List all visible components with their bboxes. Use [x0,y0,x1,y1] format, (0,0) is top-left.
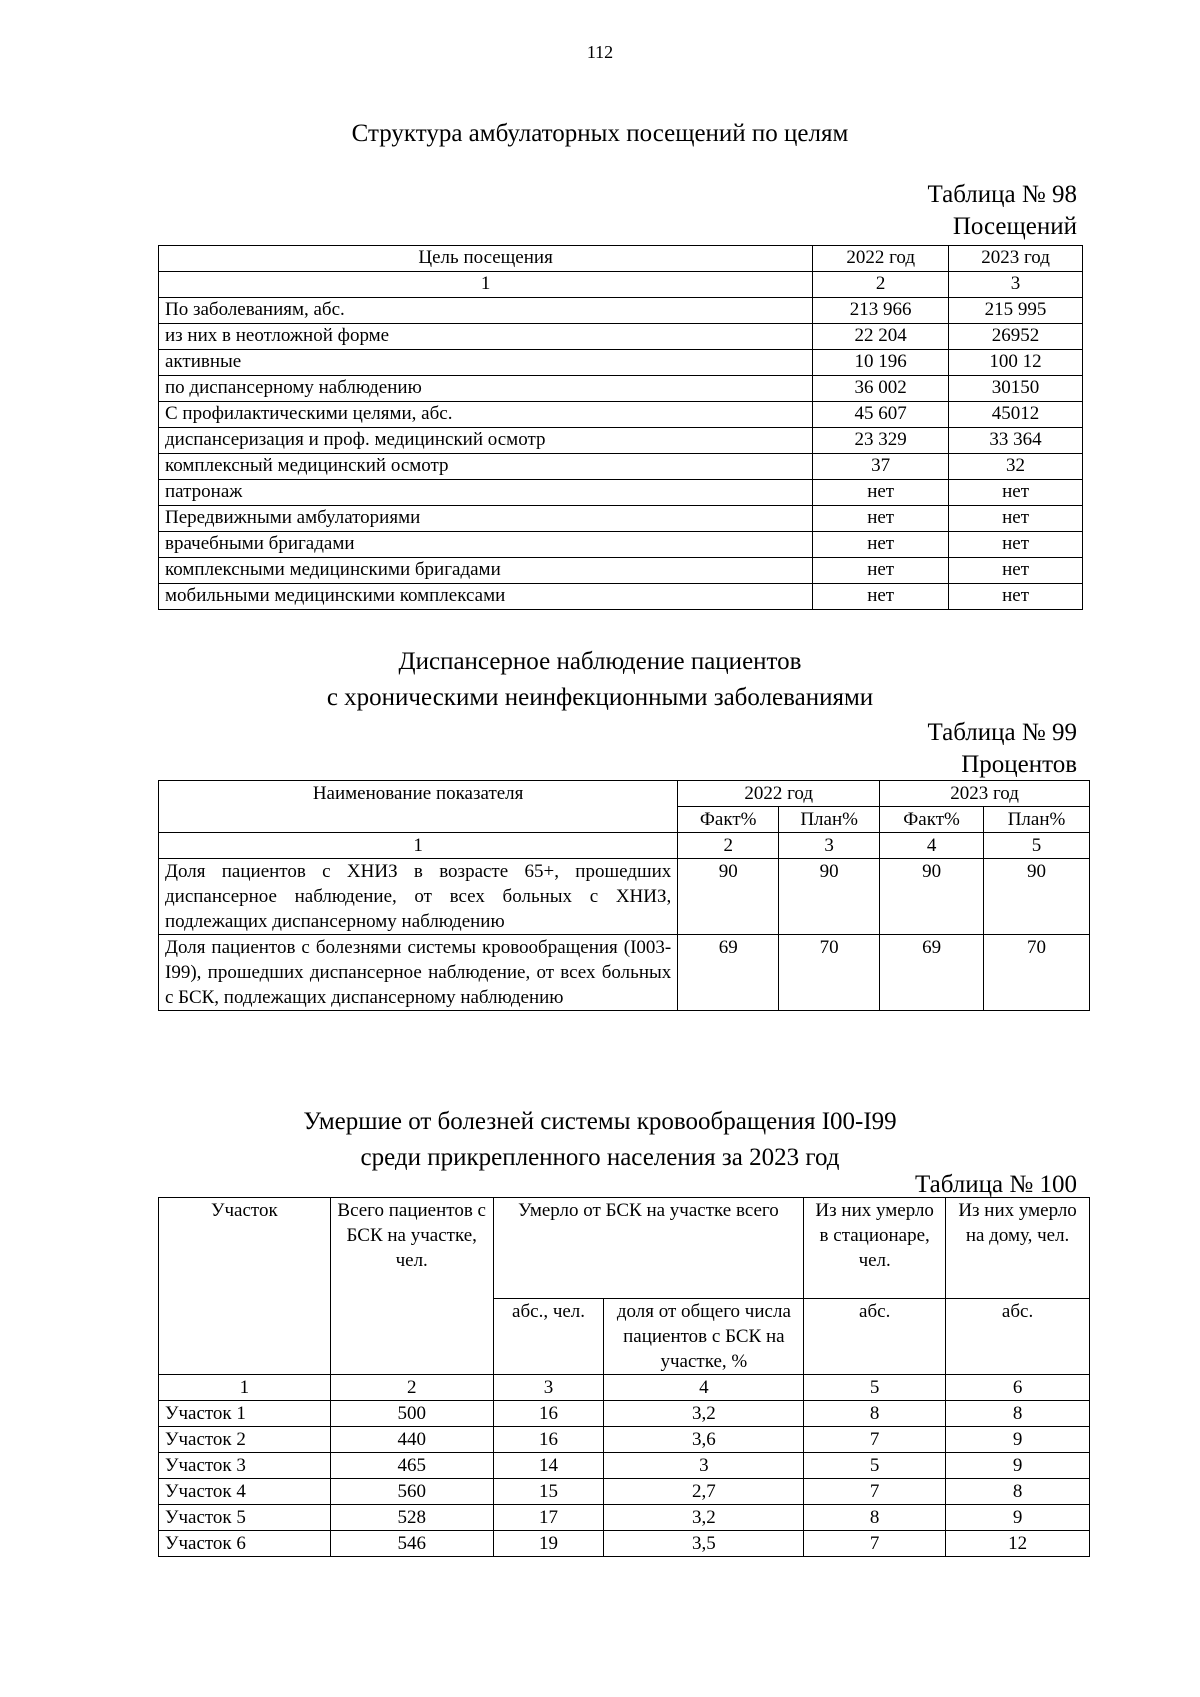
page-number: 112 [586,42,614,62]
table100-died-share: 2,7 [604,1479,804,1505]
table-row [159,532,1083,558]
table98-title: Структура амбулаторных посещений по целям [351,120,849,147]
table-row [159,506,1083,532]
table99-title-line2: с хроническими неинфекционными заболеваниями [326,684,874,711]
table98-cell-2022: 22 204 [813,324,949,350]
table-row [159,1531,1090,1557]
table100-header-hospital: Из них умерло в стационаре, чел. [804,1198,946,1299]
table100-died-hospital: 7 [804,1531,946,1557]
table98-cell-2022: 10 196 [813,350,949,376]
table99-colnum: 4 [880,833,984,859]
table100-area: Участок 1 [159,1401,331,1427]
table98-colnum-row [159,272,1083,298]
table99-title-line1: Диспансерное наблюдение пациентов [398,648,802,675]
table98-header-purpose: Цель посещения [159,246,813,272]
table100-sub-abs: абс. [804,1299,946,1375]
table100-died-share: 3,2 [604,1401,804,1427]
table98-colnum: 1 [159,272,813,298]
table99-sub-fact: Факт% [678,807,779,833]
table100-header-home: Из них умерло на дому, чел. [946,1198,1090,1299]
table98-cell-2022: 213 966 [813,298,949,324]
table98-colnum: 2 [813,272,949,298]
table98-cell-label: мобильными медицинскими комплексами [159,584,813,610]
table99-colnum: 5 [984,833,1090,859]
table-row [159,935,1090,1011]
table98-cell-label: врачебными бригадами [159,532,813,558]
table99-sub-plan: План% [984,807,1090,833]
table100-total: 500 [330,1401,493,1427]
table99-value: 90 [984,859,1090,935]
table100-header-area: Участок [159,1198,331,1375]
table100-colnum: 6 [946,1375,1090,1401]
table100-died-abs: 16 [493,1427,604,1453]
table98-cell-2023: нет [949,584,1083,610]
table98-cell-2023: нет [949,558,1083,584]
table99-value: 69 [880,935,984,1011]
table98-cell-2022: 36 002 [813,376,949,402]
table99-header-name: Наименование показателя [159,781,678,833]
table98-cell-2023: 26952 [949,324,1083,350]
table100-colnum-row [159,1375,1090,1401]
table98-cell-2023: нет [949,480,1083,506]
table-row [159,584,1083,610]
table-row [159,350,1083,376]
table100-sub-abs-people: абс., чел. [493,1299,604,1375]
table100-died-hospital: 8 [804,1401,946,1427]
table98-cell-2023: нет [949,506,1083,532]
table98-cell-2022: нет [813,506,949,532]
table100-colnum: 4 [604,1375,804,1401]
table100-sub-abs: абс. [946,1299,1090,1375]
table100-header-died: Умерло от БСК на участке всего [493,1198,804,1299]
table98-cell-2023: 32 [949,454,1083,480]
table99-unit: Процентов [961,751,1077,778]
table99-colnum-row [159,833,1090,859]
table98-cell-label: диспансеризация и проф. медицинский осмотр [159,428,813,454]
table100-died-share: 3 [604,1453,804,1479]
table98-cell-label: комплексными медицинскими бригадами [159,558,813,584]
table98-cell-2022: нет [813,532,949,558]
table100-area: Участок 2 [159,1427,331,1453]
table-row [159,428,1083,454]
table-98 [158,245,1083,610]
table99-indicator: Доля пациентов с болезнями системы кровообращения (I003-I99), прошедших диспансерное наблюдение, от всех больных с БСК, подлежащих диспансерному наблюдению [159,935,678,1011]
table-row [159,298,1083,324]
table100-total: 546 [330,1531,493,1557]
table100-total: 465 [330,1453,493,1479]
table98-cell-label: патронаж [159,480,813,506]
table100-total: 560 [330,1479,493,1505]
table100-died-share: 3,6 [604,1427,804,1453]
table100-died-hospital: 7 [804,1479,946,1505]
table98-cell-label: Передвижными амбулаториями [159,506,813,532]
table99-value: 90 [880,859,984,935]
table99-sub-fact: Факт% [880,807,984,833]
table100-colnum: 1 [159,1375,331,1401]
table-row [159,480,1083,506]
table99-header-year1: 2022 год [678,781,880,807]
table100-died-hospital: 5 [804,1453,946,1479]
table98-header-2023: 2023 год [949,246,1083,272]
table-row [159,558,1083,584]
table98-cell-2022: нет [813,558,949,584]
table100-died-share: 3,5 [604,1531,804,1557]
table99-value: 69 [678,935,779,1011]
table100-died-share: 3,2 [604,1505,804,1531]
table98-cell-label: из них в неотложной форме [159,324,813,350]
table100-died-home: 9 [946,1505,1090,1531]
table98-header-2022: 2022 год [813,246,949,272]
table100-total: 440 [330,1427,493,1453]
table100-sub-share: доля от общего числа пациентов с БСК на участке, % [604,1299,804,1375]
table98-cell-2022: 37 [813,454,949,480]
table100-area: Участок 3 [159,1453,331,1479]
table99-value: 70 [779,935,880,1011]
table99-colnum: 2 [678,833,779,859]
table98-cell-2022: нет [813,584,949,610]
table99-colnum: 1 [159,833,678,859]
table-row [159,1505,1090,1531]
table100-died-abs: 15 [493,1479,604,1505]
table100-died-home: 8 [946,1479,1090,1505]
table100-total: 528 [330,1505,493,1531]
table100-died-home: 9 [946,1427,1090,1453]
table100-died-abs: 17 [493,1505,604,1531]
table98-cell-label: С профилактическими целями, абс. [159,402,813,428]
table99-caption: Таблица № 99 [927,719,1077,746]
table100-colnum: 5 [804,1375,946,1401]
table98-unit: Посещений [952,213,1077,240]
table99-value: 90 [779,859,880,935]
table100-died-hospital: 7 [804,1427,946,1453]
table-row [159,376,1083,402]
table99-sub-plan: План% [779,807,880,833]
table-row [159,859,1090,935]
table98-cell-2023: 215 995 [949,298,1083,324]
table99-header-row [159,781,1090,807]
table98-cell-label: комплексный медицинский осмотр [159,454,813,480]
table98-cell-2022: 23 329 [813,428,949,454]
table100-died-abs: 19 [493,1531,604,1557]
table100-colnum: 2 [330,1375,493,1401]
table99-header-year2: 2023 год [880,781,1090,807]
table-row [159,1479,1090,1505]
table100-title-line2: среди прикрепленного населения за 2023 год [360,1144,840,1171]
table100-area: Участок 6 [159,1531,331,1557]
table100-caption: Таблица № 100 [914,1171,1077,1198]
table100-title-line1: Умершие от болезней системы кровообращения I00-I99 [303,1108,897,1135]
table98-cell-2022: 45 607 [813,402,949,428]
table98-cell-2023: 100 12 [949,350,1083,376]
table-row [159,1427,1090,1453]
table100-area: Участок 5 [159,1505,331,1531]
table100-died-hospital: 8 [804,1505,946,1531]
table98-cell-2023: 45012 [949,402,1083,428]
table-row [159,1453,1090,1479]
table-row [159,1401,1090,1427]
table98-cell-2022: нет [813,480,949,506]
table98-header-row [159,246,1083,272]
table100-died-home: 9 [946,1453,1090,1479]
table100-died-abs: 14 [493,1453,604,1479]
table99-indicator: Доля пациентов с ХНИЗ в возрасте 65+, прошедших диспансерное наблюдение, от всех больных с ХНИЗ, подлежащих диспансерному наблюдению [159,859,678,935]
table98-cell-2023: 30150 [949,376,1083,402]
table99-value: 70 [984,935,1090,1011]
table-100 [158,1197,1090,1557]
table100-died-abs: 16 [493,1401,604,1427]
table99-value: 90 [678,859,779,935]
table100-died-home: 8 [946,1401,1090,1427]
table100-died-home: 12 [946,1531,1090,1557]
table-row [159,402,1083,428]
table99-colnum: 3 [779,833,880,859]
table98-cell-2023: 33 364 [949,428,1083,454]
table98-cell-label: по диспансерному наблюдению [159,376,813,402]
table-99 [158,780,1090,1011]
table98-cell-2023: нет [949,532,1083,558]
table98-caption: Таблица № 98 [927,181,1077,208]
table-row [159,454,1083,480]
table100-header-row [159,1198,1090,1299]
table98-cell-label: По заболеваниям, абс. [159,298,813,324]
table98-colnum: 3 [949,272,1083,298]
table100-header-total: Всего пациентов с БСК на участке, чел. [330,1198,493,1375]
table-row [159,324,1083,350]
table98-cell-label: активные [159,350,813,376]
table100-colnum: 3 [493,1375,604,1401]
table100-area: Участок 4 [159,1479,331,1505]
